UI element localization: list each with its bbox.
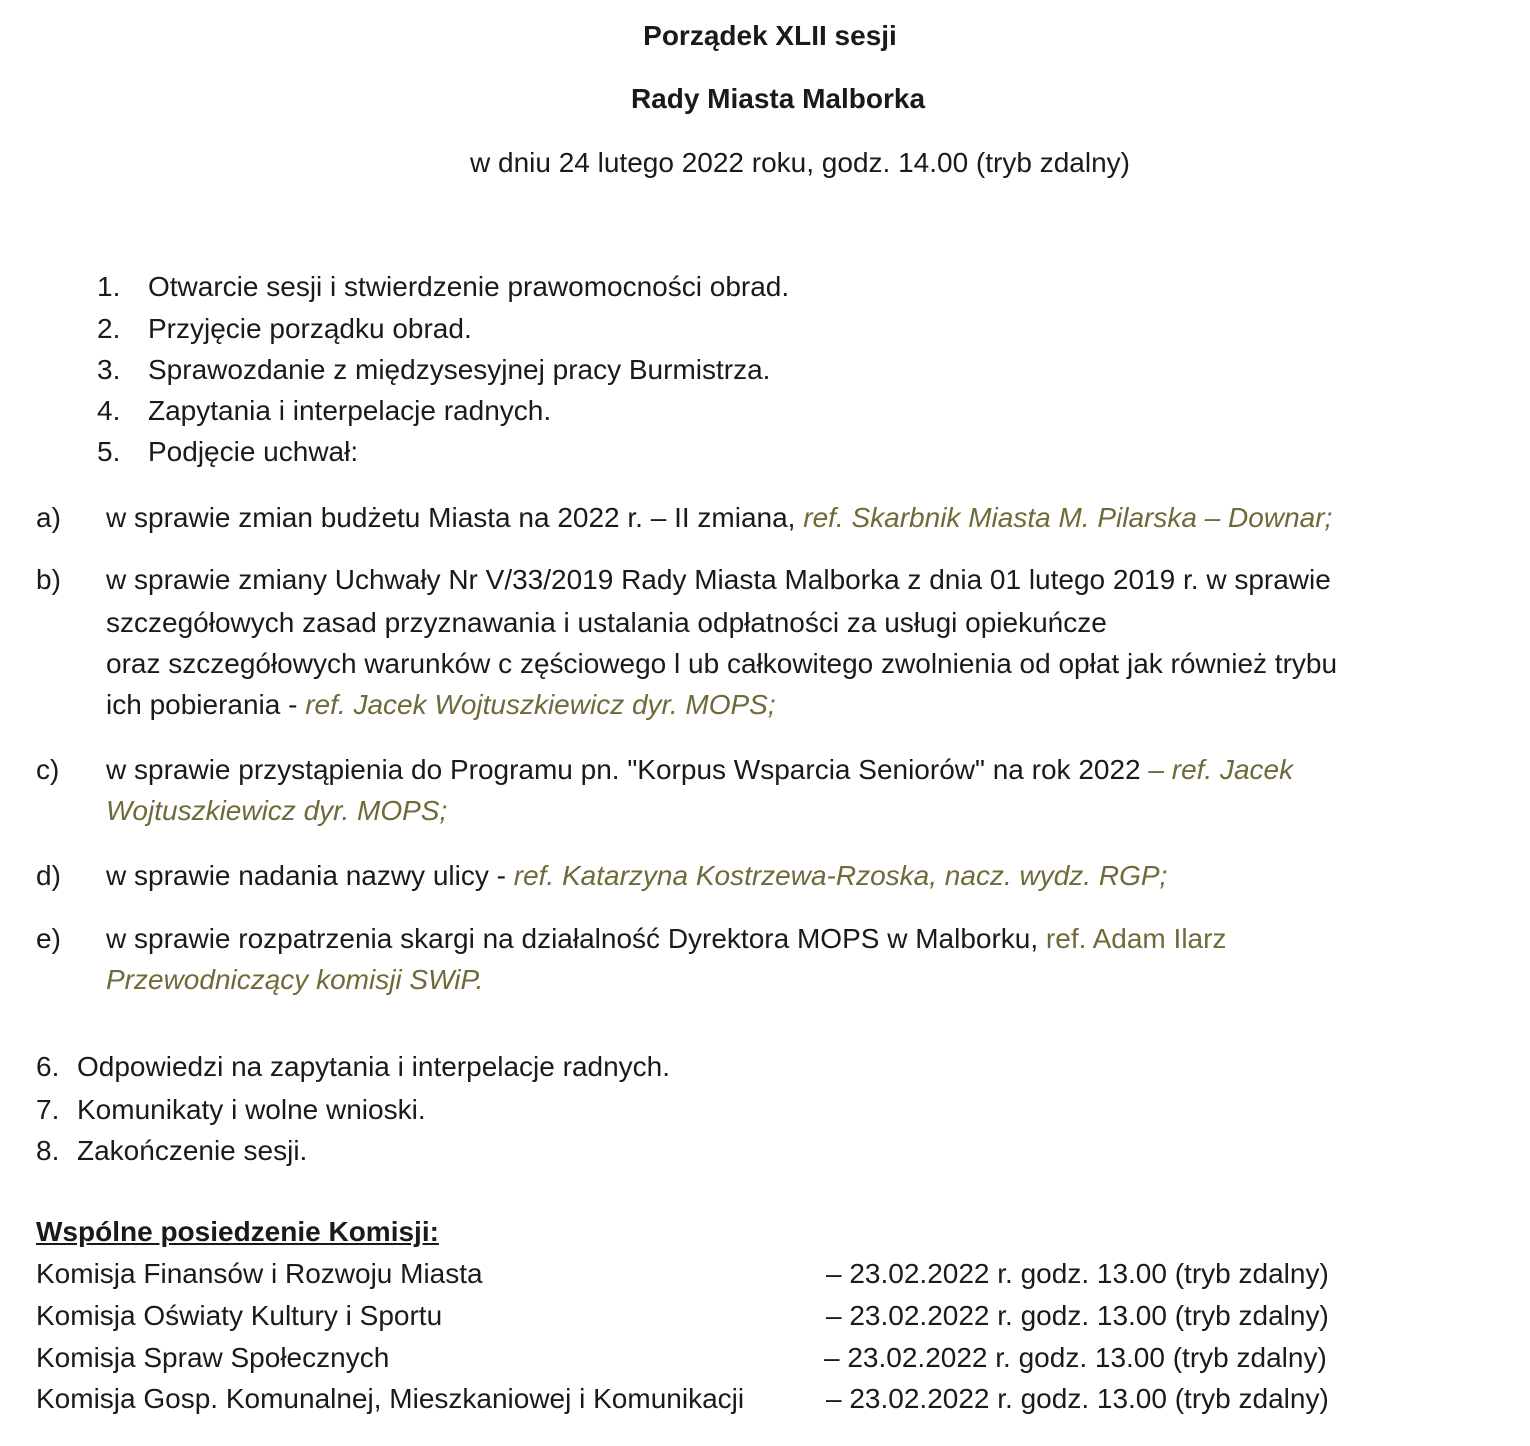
- resolution-referent: ref. Jacek Wojtuszkiewicz dyr. MOPS;: [305, 689, 776, 720]
- resolution-referent: ref. Skarbnik Miasta M. Pilarska – Downar;: [803, 502, 1333, 533]
- committee-schedule: – 23.02.2022 r. godz. 13.00 (tryb zdalny): [826, 1300, 1329, 1331]
- resolution-referent: – ref. Jacek: [1140, 754, 1294, 785]
- agenda-item-text: Zapytania i interpelacje radnych.: [148, 395, 552, 426]
- agenda-item-text: Odpowiedzi na zapytania i interpelacje radnych.: [77, 1051, 671, 1082]
- document-title: Porządek XLII sesji: [643, 20, 897, 51]
- agenda-item-number: 2.: [97, 313, 121, 344]
- resolution-text-line: szczegółowych zasad przyznawania i ustalania odpłatności za usługi opiekuńcze: [106, 607, 1107, 638]
- resolution-text: [106, 502, 1332, 534]
- agenda-item-text: Otwarcie sesji i stwierdzenie prawomocności obrad.: [148, 271, 790, 302]
- resolution-letter: c): [36, 754, 60, 785]
- resolution-letter: b): [36, 564, 61, 595]
- resolution-subject: w sprawie zmian budżetu Miasta na 2022 r. – II zmiana,: [106, 502, 804, 533]
- resolution-referent: ref. Adam Ilarz: [1045, 923, 1227, 954]
- committee-name: Komisja Finansów i Rozwoju Miasta: [36, 1258, 483, 1289]
- committees-heading: Wspólne posiedzenie Komisji:: [36, 1216, 439, 1247]
- committee-name: Komisja Spraw Społecznych: [36, 1342, 390, 1373]
- committee-schedule: – 23.02.2022 r. godz. 13.00 (tryb zdalny): [826, 1258, 1329, 1289]
- session-date: w dniu 24 lutego 2022 roku, godz. 14.00 (tryb zdalny): [470, 147, 1130, 178]
- committee-name: Komisja Oświaty Kultury i Sportu: [36, 1300, 443, 1331]
- resolution-text-line: [106, 923, 1226, 955]
- agenda-item-number: 7.: [36, 1094, 60, 1125]
- committee-name: Komisja Gosp. Komunalnej, Mieszkaniowej i Komunikacji: [36, 1383, 745, 1414]
- resolution-letter: e): [36, 923, 61, 954]
- agenda-item-number: 5.: [97, 436, 121, 467]
- agenda-item-text: Zakończenie sesji.: [77, 1135, 308, 1166]
- agenda-item-number: 4.: [97, 395, 121, 426]
- agenda-item-text: Podjęcie uchwał:: [148, 436, 359, 467]
- resolution-referent: Wojtuszkiewicz dyr. MOPS;: [106, 795, 448, 826]
- resolution-subject: ich pobierania -: [106, 689, 306, 720]
- document-subtitle: Rady Miasta Malborka: [630, 83, 926, 114]
- resolution-letter: d): [36, 860, 61, 891]
- agenda-item-text: Komunikaty i wolne wnioski.: [77, 1094, 426, 1125]
- committee-schedule: – 23.02.2022 r. godz. 13.00 (tryb zdalny): [826, 1383, 1329, 1414]
- agenda-item-number: 3.: [97, 354, 121, 385]
- agenda-item-number: 8.: [36, 1135, 60, 1166]
- resolution-text-line: [106, 689, 776, 721]
- agenda-item-number: 1.: [97, 271, 121, 302]
- resolution-subject: w sprawie rozpatrzenia skargi na działalność Dyrektora MOPS w Malborku,: [106, 923, 1046, 954]
- resolution-referent: ref. Katarzyna Kostrzewa-Rzoska, nacz. wydz. RGP;: [513, 860, 1168, 891]
- resolution-text-line: [106, 754, 1293, 786]
- agenda-item-text: Sprawozdanie z międzysesyjnej pracy Burmistrza.: [148, 354, 771, 385]
- committee-schedule: – 23.02.2022 r. godz. 13.00 (tryb zdalny): [824, 1342, 1327, 1373]
- agenda-item-text: Przyjęcie porządku obrad.: [148, 313, 472, 344]
- resolution-text-line: w sprawie zmiany Uchwały Nr V/33/2019 Rady Miasta Malborka z dnia 01 lutego 2019 r. w sprawie: [106, 564, 1331, 595]
- resolution-text-line: oraz szczegółowych warunków c zęściowego l ub całkowitego zwolnienia od opłat jak również trybu: [106, 648, 1338, 679]
- resolution-text: [106, 860, 1167, 892]
- resolution-subject: w sprawie przystąpienia do Programu pn. "Korpus Wsparcia Seniorów" na rok 2022: [106, 754, 1141, 785]
- resolution-subject: w sprawie nadania nazwy ulicy -: [106, 860, 514, 891]
- resolution-letter: a): [36, 502, 61, 533]
- agenda-item-number: 6.: [36, 1051, 60, 1082]
- resolution-referent: Przewodniczący komisji SWiP.: [106, 964, 484, 995]
